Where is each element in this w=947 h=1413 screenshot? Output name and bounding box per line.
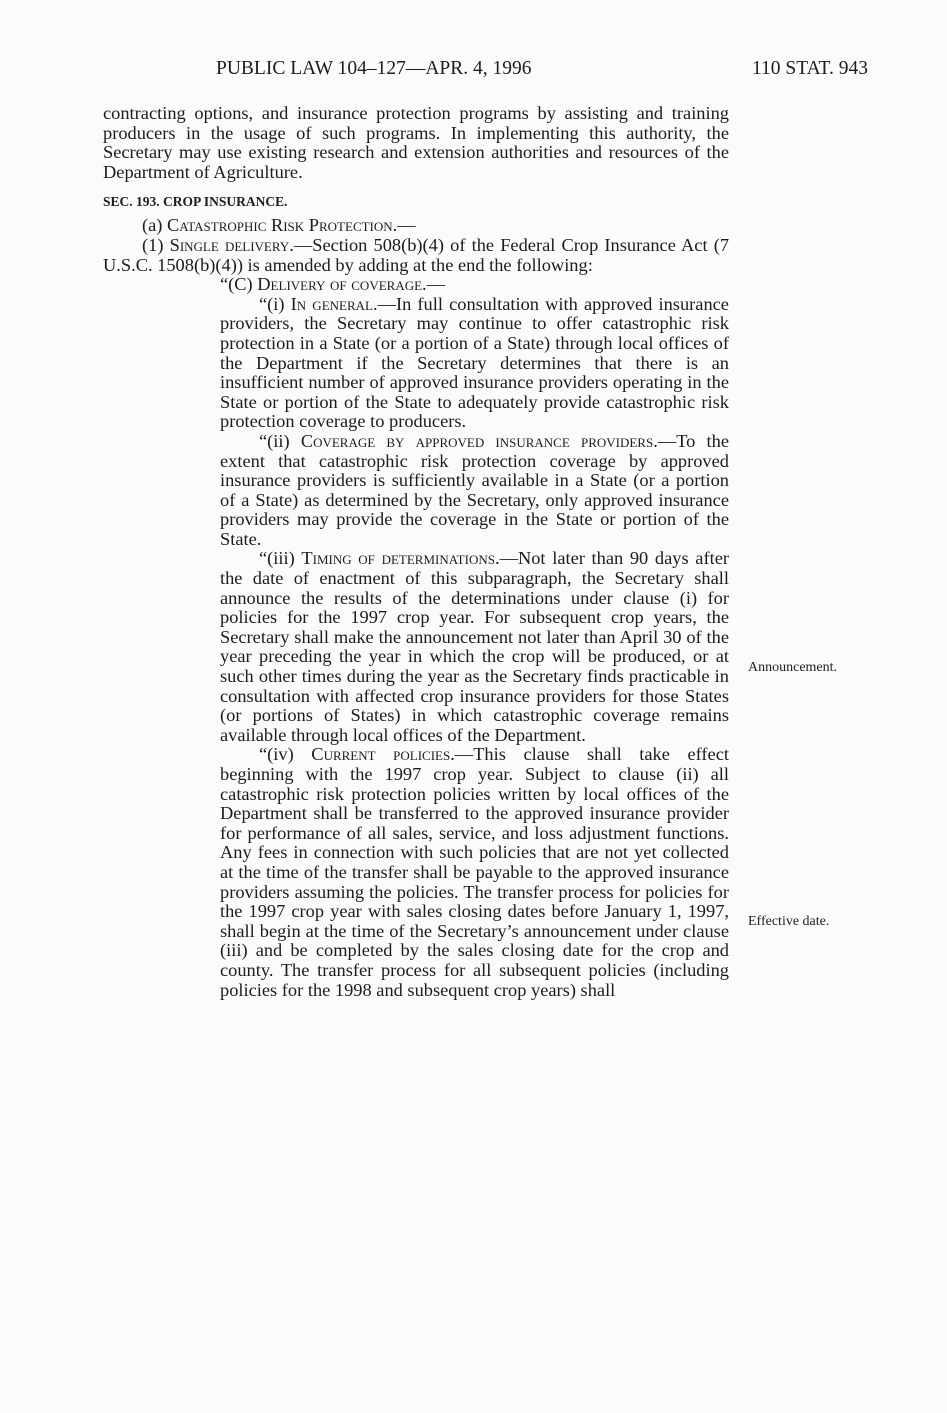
header-law-citation: PUBLIC LAW 104–127—APR. 4, 1996 (216, 58, 532, 79)
running-header (216, 58, 868, 82)
clause-ii: “(ii) Coverage by approved insurance providers.—To the extent that catastrophic risk protection coverage by approved insurance providers is sufficiently available in a State (or a portion of a State) as determined by the Secretary, only approved insurance providers may provide the coverage in the State or portion of the State. (220, 430, 729, 549)
subsection-a: (a) Catastrophic Risk Protection.— (142, 215, 416, 236)
subsection-a-heading: Catastrophic Risk Protection.— (167, 215, 416, 236)
document-body (103, 104, 729, 1000)
paragraph-1-heading: Single delivery. (169, 234, 294, 255)
section-heading: SEC. 193. CROP INSURANCE. (103, 194, 288, 210)
clause-iv-heading: Current policies. (311, 744, 455, 765)
clause-i-heading: In general. (290, 293, 378, 314)
margin-note-effective-date: Effective date. (748, 914, 830, 929)
subparagraph-c: “(C) Delivery of coverage.— (220, 274, 446, 295)
margin-note-announcement: Announcement. (748, 660, 838, 675)
clause-iii-heading: Timing of determinations. (301, 548, 500, 569)
paragraph-1: (1) Single delivery.—Section 508(b)(4) of the Federal Crop Insurance Act (7 U.S.C. 1508(b)(4)) is amended by adding at the end the following: (103, 234, 730, 275)
header-statute-page: 110 STAT. 943 (752, 58, 868, 79)
clause-iv: “(iv) Current policies.—This clause shall take effect beginning with the 1997 crop year. Subject to clause (ii) all catastrophic risk protection policies written by local offices of the Department shall be transferred to the approved insurance provider for performance of all sales, service, and loss adjustment functions. Any fees in connection with such policies that are not yet collected at the time of the transfer shall be payable to the approved insurance providers assuming the policies. The transfer process for policies for the 1997 crop year with sales closing dates before January 1, 1997, shall begin at the time of the Secretary’s announcement under clause (iii) and be completed by the sales closing date for the crop and county. The transfer process for all subsequent policies (including policies for the 1998 and subsequent crop years) shall (220, 744, 729, 1000)
paragraph-continuation: contracting options, and insurance protection programs by assisting and training producers in the usage of such programs. In implementing this authority, the Secretary may use existing research and extension authorities and resources of the Department of Agriculture. (103, 103, 729, 182)
clause-ii-heading: Coverage by approved insurance providers. (300, 430, 658, 451)
clause-iii: “(iii) Timing of determinations.—Not later than 90 days after the date of enactment of this subparagraph, the Secretary shall announce the results of the determinations under clause (i) for policies for the 1997 crop year. For subsequent crop years, the Secretary shall make the announcement not later than April 30 of the year preceding the year in which the crop will be produced, or at such other times during the year as the Secretary finds practicable in consultation with affected crop insurance providers for those States (or portions of States) in which catastrophic coverage remains available through local offices of the Department. (220, 548, 729, 745)
subparagraph-c-heading: Delivery of coverage.— (257, 274, 446, 295)
clause-i: “(i) In general.—In full consultation with approved insurance providers, the Secretary may continue to offer catastrophic risk protection in a State (or a portion of a State) through local offices of the Department if the Secretary determines that there is an insufficient number of approved insurance providers operating in the State or portion of the State to adequately provide catastrophic risk protection coverage to producers. (220, 293, 729, 432)
